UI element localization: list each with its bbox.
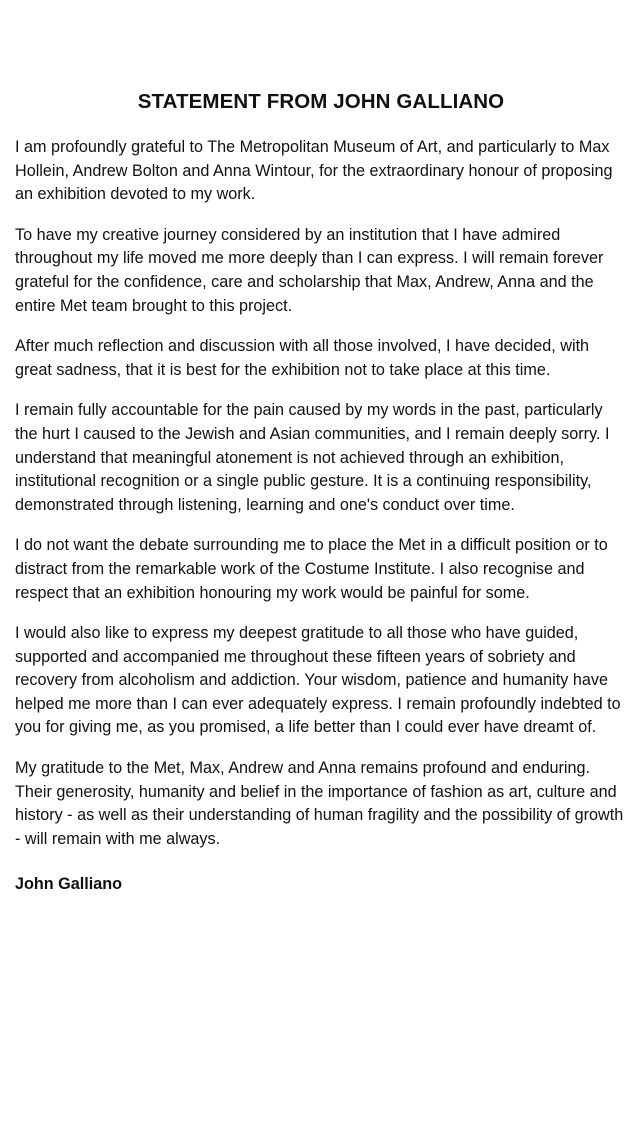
paragraph-decision: After much reflection and discussion with all those involved, I have decided, with great sadness, that it is best for the exhibition not to take place at this time. bbox=[15, 337, 590, 379]
paragraph-accountability: I remain fully accountable for the pain caused by my words in the past, particularly the hurt I caused to the Jewish and Asian communities, and I remain deeply sorry. I understand that meaningful atonement is not achieved through an exhibition, institutional recognition or a single public gesture. It is a continuing responsibility, demonstrated through listening, learning and one's conduct over time. bbox=[15, 401, 610, 514]
paragraph-gratitude-met: I am profoundly grateful to The Metropolitan Museum of Art, and particularly to Max Hollein, Andrew Bolton and Anna Wintour, for the extraordinary honour of proposing an exhibition devoted to my work. bbox=[15, 138, 613, 204]
paragraph-debate: I do not want the debate surrounding me to place the Met in a difficult position or to distract from the remarkable work of the Costume Institute. I also recognise and respect that an exhibition honouring my work would be painful for some. bbox=[15, 536, 608, 602]
signature-name: John Galliano bbox=[15, 875, 123, 894]
paragraph-creative-journey: To have my creative journey considered by an institution that I have admired throughout my life moved me more deeply than I can express. I will remain forever grateful for the confidence, care and scholarship that Max, Andrew, Anna and the entire Met team brought to this project. bbox=[15, 225, 604, 315]
paragraph-closing-gratitude: My gratitude to the Met, Max, Andrew and Anna remains profound and enduring. Their generosity, humanity and belief in the importance of fashion as art, culture and history - as well as their understanding of human fragility and the possibility of growth - will remain with me always. bbox=[15, 759, 624, 848]
paragraph-sobriety-gratitude: I would also like to express my deepest gratitude to all those who have guided, supported and accompanied me throughout these fifteen years of sobriety and recovery from alcoholism and addiction. Your wisdom, patience and humanity have helped me more than I can ever adequately express. I remain profoundly indebted to you for giving me, as you promised, a life better than I could ever have dreamt of. bbox=[15, 624, 621, 737]
statement-title: STATEMENT FROM JOHN GALLIANO bbox=[137, 90, 505, 113]
statement-document bbox=[15, 88, 627, 897]
